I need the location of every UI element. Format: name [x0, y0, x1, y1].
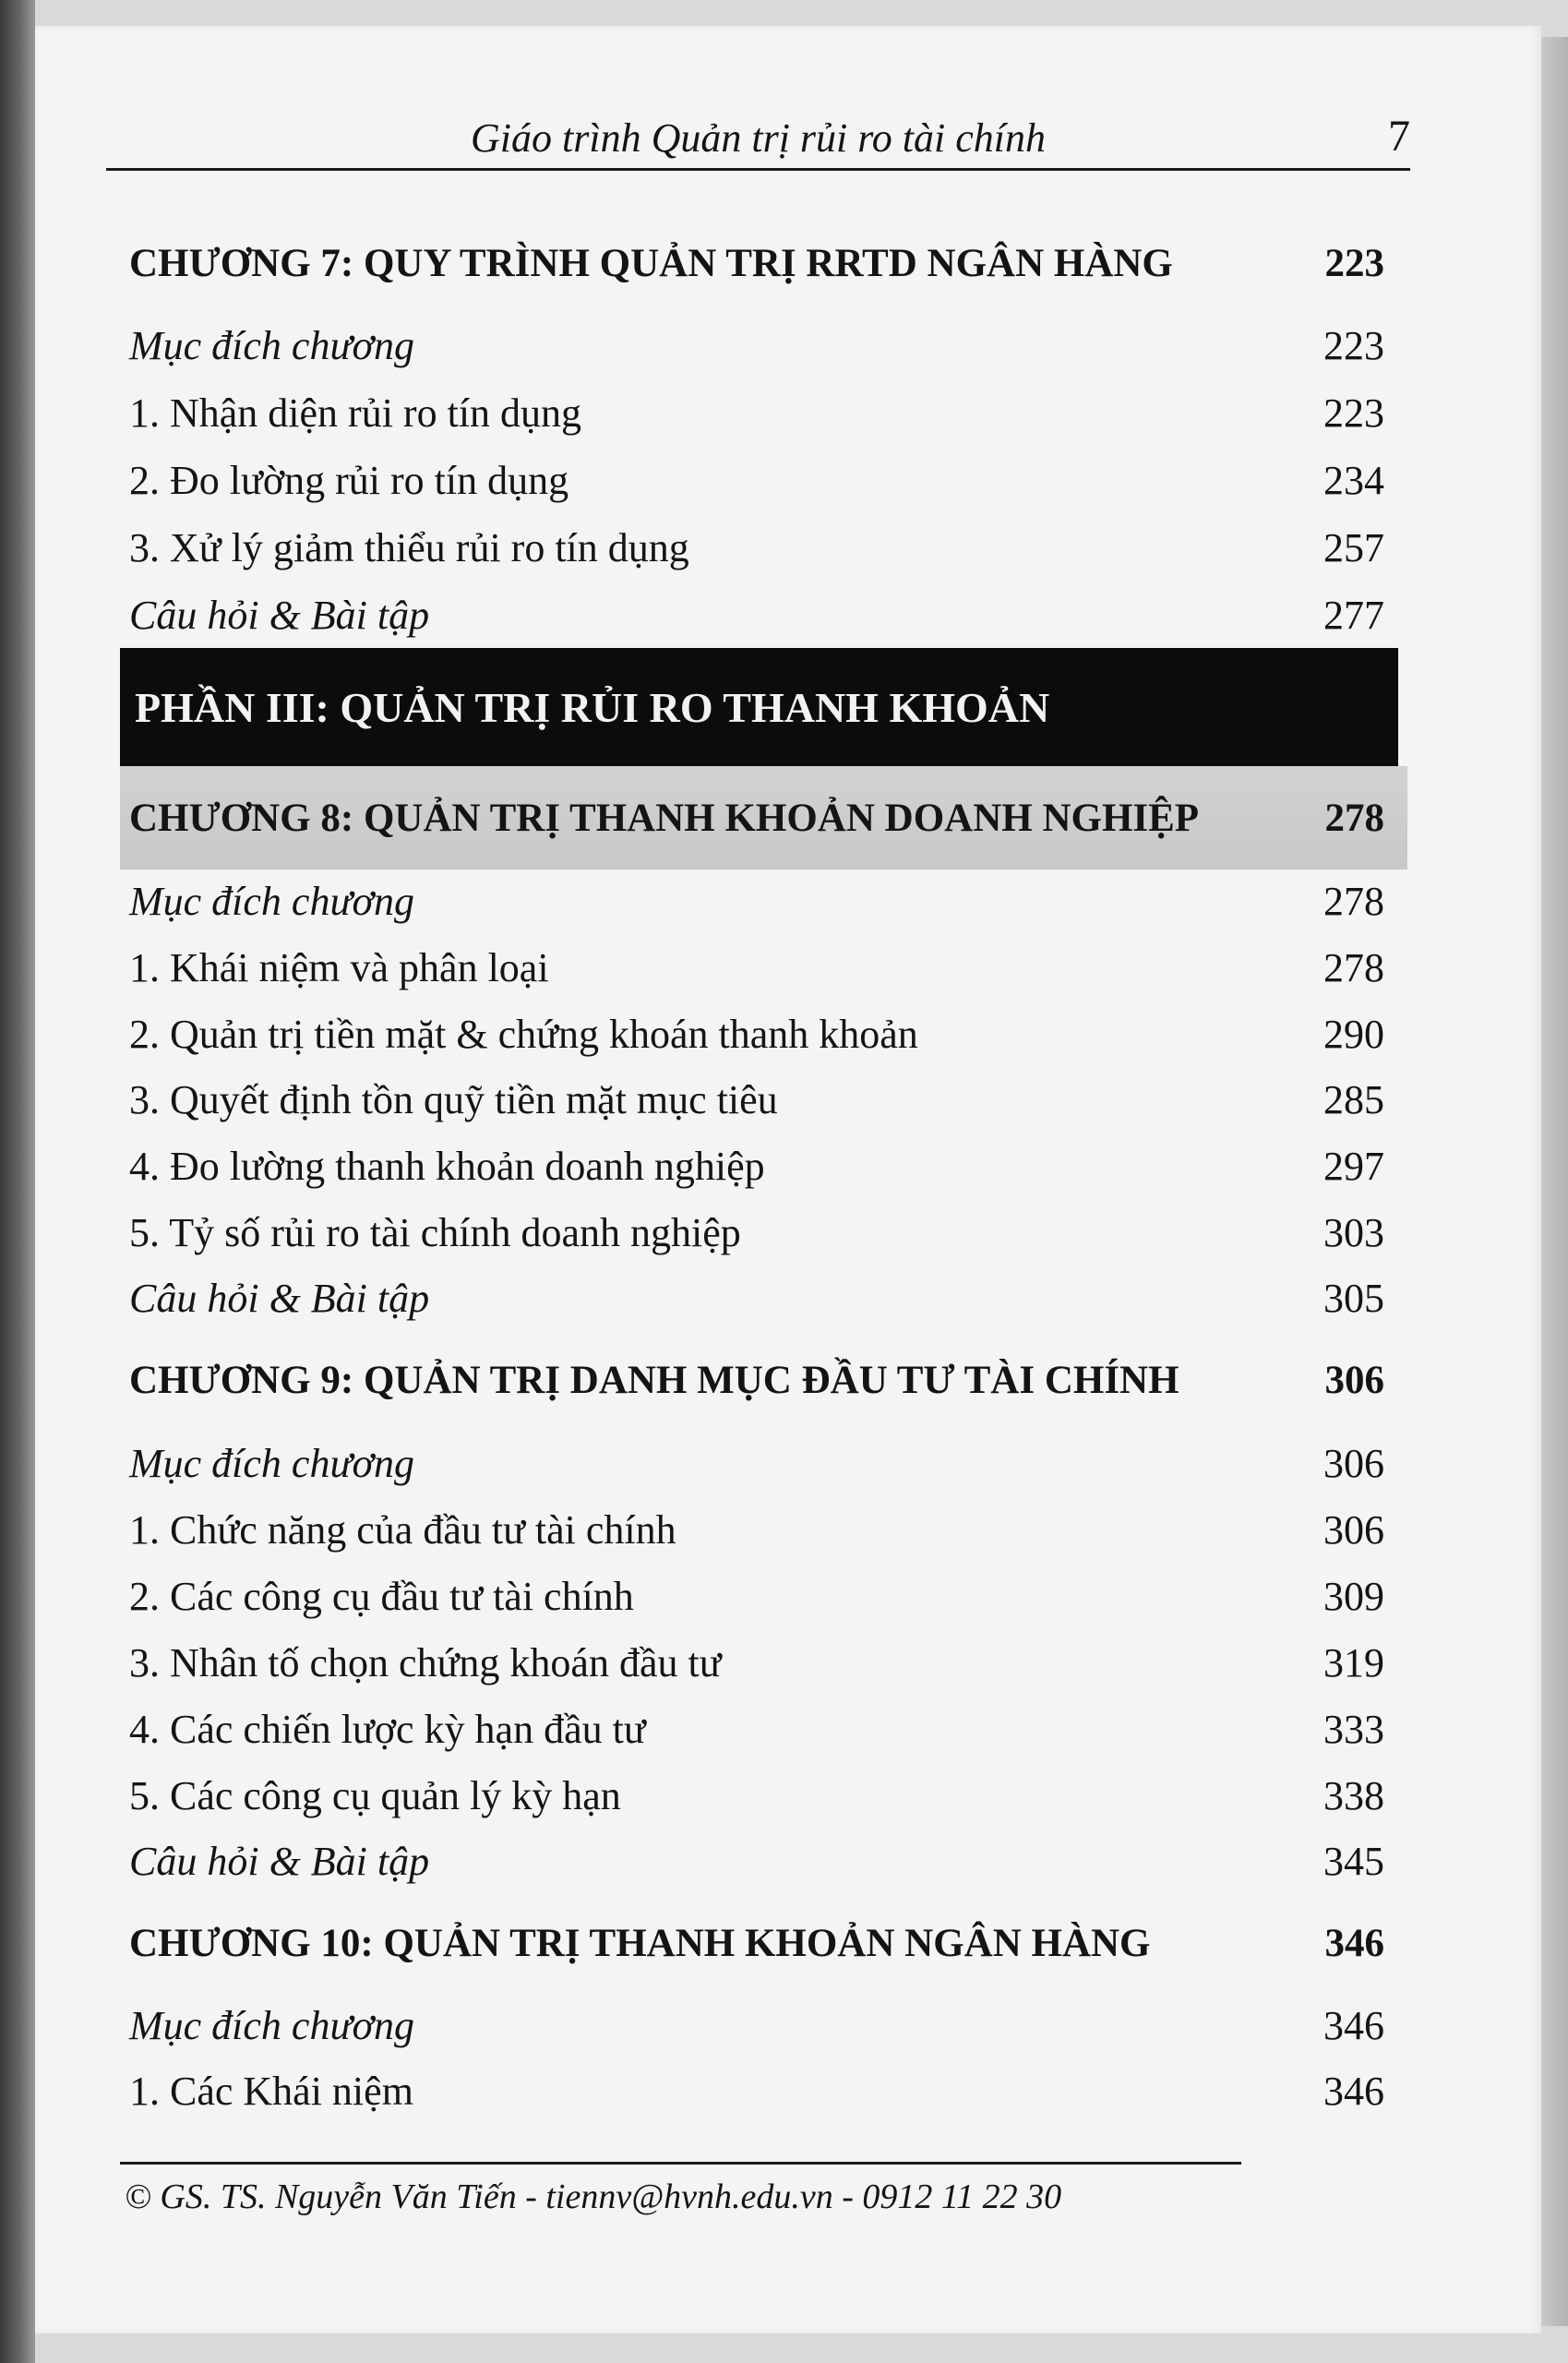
- toc-entry: [129, 447, 1384, 513]
- toc-entry: [129, 1496, 1384, 1563]
- toc-entry: [129, 868, 1384, 934]
- book-spine: [0, 0, 35, 2363]
- toc-label: 4. Đo lường thanh khoản doanh nghiệp: [129, 1143, 765, 1189]
- toc-entry: [129, 1133, 1384, 1199]
- toc-entry: [129, 1992, 1384, 2058]
- toc-label: CHƯƠNG 7: QUY TRÌNH QUẢN TRỊ RRTD NGÂN HÀNG: [129, 241, 1173, 285]
- toc-page: 306: [1324, 1358, 1384, 1402]
- toc-entry: [129, 1066, 1384, 1133]
- part-heading: [120, 648, 1398, 766]
- toc-label: Mục đích chương: [129, 878, 414, 924]
- toc-label: CHƯƠNG 9: QUẢN TRỊ DANH MỤC ĐẦU TƯ TÀI CHÍNH: [129, 1358, 1179, 1402]
- toc-page: 278: [1324, 796, 1384, 840]
- toc-page: 303: [1323, 1209, 1384, 1255]
- toc-label: 1. Các Khái niệm: [129, 2068, 413, 2114]
- toc-entry: [129, 312, 1384, 378]
- header-title: Giáo trình Quản trị rủi ro tài chính: [471, 115, 1046, 161]
- toc-page: 278: [1323, 944, 1384, 990]
- footer-text: © GS. TS. Nguyễn Văn Tiến - tiennv@hvnh.edu.vn - 0912 11 22 30: [125, 2177, 1062, 2216]
- toc-entry: [129, 1762, 1384, 1829]
- header-page-number: 7: [1388, 112, 1410, 161]
- toc-entry: [129, 1629, 1384, 1696]
- toc-label: Câu hỏi & Bài tập: [129, 1275, 430, 1321]
- toc-label: 2. Quản trị tiền mặt & chứng khoán thanh khoản: [129, 1011, 918, 1057]
- toc-label: Mục đích chương: [129, 2002, 414, 2048]
- toc-page: 223: [1323, 390, 1384, 436]
- toc-entry: [129, 1696, 1384, 1762]
- toc-entry: [129, 514, 1384, 581]
- toc-entry: [129, 2057, 1384, 2124]
- toc-label: CHƯƠNG 10: QUẢN TRỊ THANH KHOẢN NGÂN HÀNG: [129, 1921, 1151, 1965]
- toc-page: 346: [1324, 1921, 1384, 1965]
- page-edge: [1541, 37, 1568, 2326]
- toc-page: 346: [1323, 2002, 1384, 2048]
- toc-page: 305: [1323, 1275, 1384, 1321]
- toc-entry: [129, 582, 1384, 648]
- toc-label: 2. Đo lường rủi ro tín dụng: [129, 457, 569, 503]
- toc-entry: [129, 934, 1384, 1001]
- toc-chapter-7: [129, 230, 1384, 296]
- toc-label: CHƯƠNG 8: QUẢN TRỊ THANH KHOẢN DOANH NGHIỆP: [129, 796, 1200, 840]
- toc-page: 277: [1323, 592, 1384, 638]
- toc-page: 346: [1323, 2068, 1384, 2114]
- toc-page: 234: [1323, 457, 1384, 503]
- toc-label: 3. Quyết định tồn quỹ tiền mặt mục tiêu: [129, 1076, 778, 1122]
- toc-page: 278: [1323, 878, 1384, 924]
- toc-page: 309: [1323, 1573, 1384, 1619]
- toc-chapter-9: [129, 1347, 1384, 1413]
- toc-entry: [129, 1265, 1384, 1331]
- toc-label: Câu hỏi & Bài tập: [129, 1838, 430, 1884]
- toc-page: 257: [1323, 524, 1384, 570]
- toc-entry: [129, 1828, 1384, 1894]
- toc-page: 306: [1323, 1440, 1384, 1486]
- toc-page: 306: [1323, 1506, 1384, 1553]
- toc-page: 333: [1323, 1706, 1384, 1752]
- toc-entry: [129, 1563, 1384, 1629]
- toc-page: 319: [1323, 1639, 1384, 1685]
- toc-page: 338: [1323, 1772, 1384, 1818]
- toc-label: 1. Chức năng của đầu tư tài chính: [129, 1506, 676, 1553]
- toc-label: Câu hỏi & Bài tập: [129, 592, 430, 638]
- toc-label: Mục đích chương: [129, 1440, 414, 1486]
- toc-label: 3. Xử lý giảm thiểu rủi ro tín dụng: [129, 524, 689, 570]
- toc-page: 290: [1323, 1011, 1384, 1057]
- toc-label: 5. Tỷ số rủi ro tài chính doanh nghiệp: [129, 1209, 741, 1255]
- toc-page: 297: [1323, 1143, 1384, 1189]
- toc-label: 1. Nhận diện rủi ro tín dụng: [129, 390, 582, 436]
- toc-label: 2. Các công cụ đầu tư tài chính: [129, 1573, 634, 1619]
- toc-entry: [129, 1430, 1384, 1496]
- toc-page: 285: [1323, 1076, 1384, 1122]
- page-footer: [125, 2169, 1061, 2225]
- part-heading-label: PHẦN III: QUẢN TRỊ RỦI RO THANH KHOẢN: [135, 683, 1050, 731]
- toc-label: 1. Khái niệm và phân loại: [129, 944, 549, 990]
- toc-page: 223: [1324, 241, 1384, 285]
- toc-entry: [129, 1001, 1384, 1067]
- toc-entry: [129, 379, 1384, 446]
- toc-chapter-8: [129, 785, 1384, 851]
- toc-entry: [129, 1199, 1384, 1265]
- toc-page: 223: [1323, 322, 1384, 368]
- toc-label: 5. Các công cụ quản lý kỳ hạn: [129, 1772, 621, 1818]
- footer-divider: [120, 2162, 1241, 2165]
- toc-label: 4. Các chiến lược kỳ hạn đầu tư: [129, 1706, 646, 1752]
- toc-label: Mục đích chương: [129, 322, 414, 368]
- running-header: [106, 111, 1410, 171]
- toc-chapter-10: [129, 1910, 1384, 1976]
- toc-page: 345: [1323, 1838, 1384, 1884]
- toc-label: 3. Nhân tố chọn chứng khoán đầu tư: [129, 1639, 722, 1685]
